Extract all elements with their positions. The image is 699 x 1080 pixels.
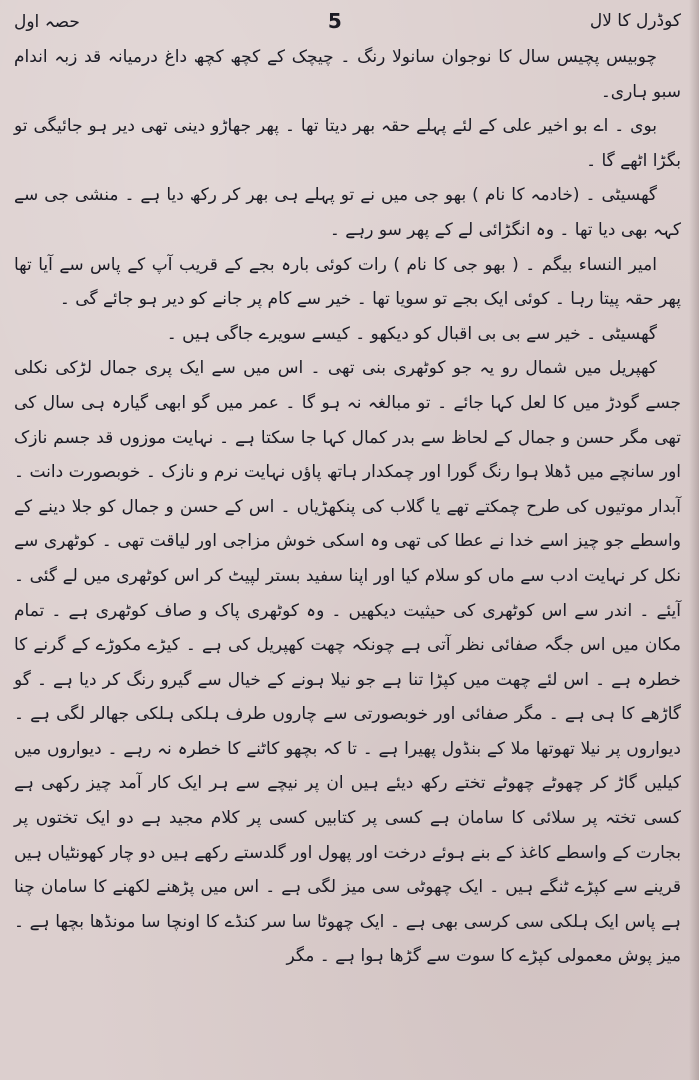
page-number: 5	[327, 9, 342, 33]
paragraph-dialogue-1: بوی ۔ اے بو اخیر علی کے لئے پہلے حقہ بھر دیتا تھا ۔ پھر جھاڑو دینی تھی دیر ہو جائیگی تو بگڑا اٹھے گا ۔	[14, 116, 681, 171]
paragraph-dialogue-2: گھسیٹی ۔ (خادمہ کا نام ) بھو جی میں نے تو پہلے ہی بھر کر رکھ دیا ہے ۔ منشی جی سے کہہ بھی دیا تھا ۔ وہ انگڑائی لے کے پھر سو رہے ۔	[14, 185, 681, 240]
paragraph-dialogue-3: امیر النساء بیگم ۔ ( بھو جی کا نام ) رات کوئی بارہ بجے کے قریب آپ کے پاس سے آیا تھا پھر حقہ پیتا رہا ۔ کوئی ایک بجے تو سویا تھا ۔ خیر سے کام پر جانے کو دیر ہو جائے گی ۔	[14, 254, 681, 310]
book-title: کوڈرل کا لال	[589, 11, 681, 31]
page-header	[14, 6, 681, 36]
page-body	[14, 40, 681, 974]
page-edge-shadow	[689, 0, 699, 1080]
paragraph-narrative: کھپریل میں شمال رو یہ جو کوٹھری بنی تھی ۔ اس میں سے ایک پری جمال لڑکی نکلی جسے گودڑ میں کا لعل کہا جائے ۔ تو مبالغہ نہ ہو گا ۔ عمر میں گو ابھی گیارہ ہی سال کی تھی مگر حسن و جمال کے لحاظ سے بدر کمال کہا جا سکتا ہے ۔ نہایت موزوں قد جسم نازک اور سانچے میں ڈھلا ہوا رنگ گورا اور چمکدار ہاتھ پاؤں نہایت نرم و نازک ۔ خوبصورت دانت ۔ آبدار موتیوں کی طرح چمکتے تھے یا گلاب کی پنکھڑیاں ۔ اس کے حسن و جمال کو جلا دینے کے واسطے جو چیز اسے خدا نے عطا کی تھی وہ اسکی خوش مزاجی اور لیاقت تھی ۔ کوٹھری سے نکل کر نہایت ادب سے ماں کو سلام کیا اور اپنا سفید بستر لپیٹ کر اس کوٹھری میں لے گئی ۔ آیئے ۔ اندر سے اس کوٹھری کی حیثیت دیکھیں ۔ وہ کوٹھری پاک و صاف کوٹھری ہے ۔ تمام مکان میں اس جگہ صفائی نظر آتی ہے چونکہ چھت کھپریل کی ہے ۔ کیڑے مکوڑے کے گرنے کا خطرہ ہے ۔ اس لئے چھت میں کپڑا تنا ہے جو نیلا ہونے کے خیال سے گیرو رنگ کر دیا ہے ۔ گو گاڑھے کا ہی ہے ۔ مگر صفائی اور خوبصورتی سے چاروں طرف ہلکی ہلکی جھالر لگی ہے ۔ دیواروں پر نیلا تھوتھا ملا کے بنڈول پھیرا ہے ۔ تا کہ بچھو کاٹنے کا خطرہ نہ رہے ۔ دیواروں میں کیلیں گاڑ کر چھوٹے چھوٹے تختے رکھ دیئے ہیں ان پر نیچے سے ہر ایک کار آمد چیز رکھی ہے کسی تختہ پر سلائی کا سامان ہے کسی پر کتابیں کسی پر کلام مجید ہے دو ایک تختوں پر بجارت کے واسطے کاغذ کے بنے ہوئے درخت اور پھول اور گلدستے رکھے ہیں دو چار کھونٹیاں ہیں قرینے سے کپڑے ٹنگے ہیں ۔ ایک چھوٹی سی میز لگی ہے ۔ اس میں پڑھنے لکھنے کا سامان چنا ہے پاس ایک ہلکی سی کرسی بھی ہے ۔ ایک چھوٹا سا سر کنڈے کا اونچا سا مونڈھا بچھا ہے ۔ میز پوش معمولی کپڑے کا سوت سے گڑھا ہوا ہے ۔ مگر	[14, 358, 681, 967]
section-title: حصہ اول	[14, 11, 80, 32]
paragraph-dialogue-4: گھسیٹی ۔ خیر سے بی بی اقبال کو دیکھو ۔ کیسے سویرے جاگی ہیں ۔	[166, 323, 657, 344]
paragraph-description: چوبیس پچیس سال کا نوجوان سانولا رنگ ۔ چیچک کے کچھ کچھ داغ درمیانہ قد زبہ اندام سبو ہاری۔	[14, 47, 681, 102]
